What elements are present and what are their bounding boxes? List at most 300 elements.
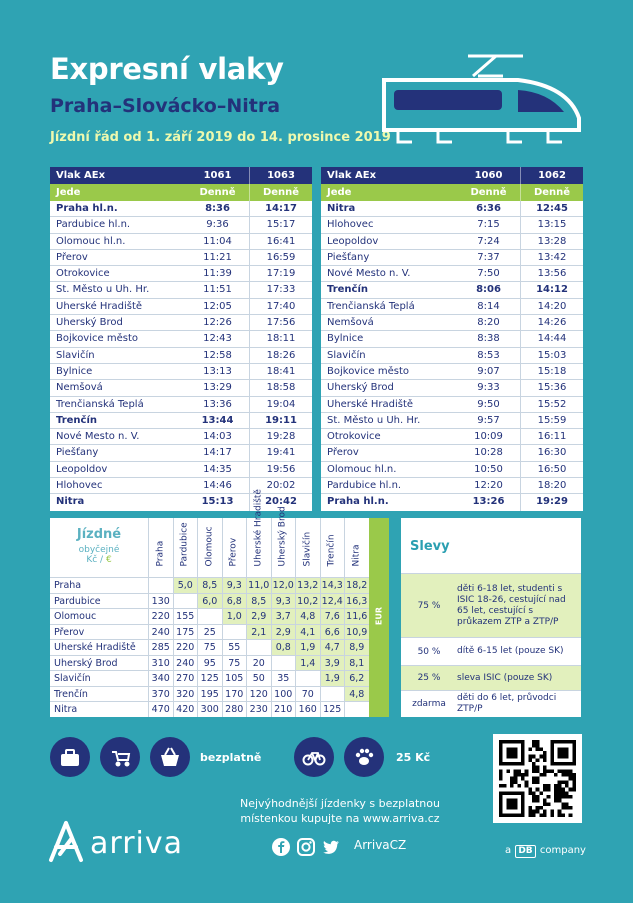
- timetable-row: [50, 494, 312, 510]
- departure-time: 9:57: [477, 414, 500, 426]
- timetable-row: [50, 331, 312, 347]
- train-number: 1061: [203, 170, 232, 181]
- departure-time: 11:51: [203, 284, 232, 296]
- fare-cell-eur: 6,6: [320, 625, 345, 640]
- departure-time: 19:29: [520, 494, 583, 510]
- timetable-row: [321, 331, 583, 347]
- timetable-row: [50, 201, 312, 217]
- station-name: Olomouc hl.n.: [327, 463, 397, 475]
- departure-time: 16:50: [520, 462, 583, 477]
- timetable-row: [321, 348, 583, 364]
- timetable-days: [321, 184, 583, 201]
- fare-cell-eur: 12,0: [271, 578, 296, 593]
- fare-cell-czk: 300: [197, 702, 222, 717]
- fare-cell-czk: 230: [246, 702, 271, 717]
- fare-cell-eur: 3,9: [320, 656, 345, 671]
- timetable-row: [50, 315, 312, 331]
- fare-row: [50, 577, 369, 593]
- fare-cell-czk: 95: [197, 656, 222, 671]
- timetable-row: [50, 380, 312, 396]
- timetable-nitra-praha: [321, 167, 583, 511]
- timetable-row: [321, 250, 583, 266]
- station-name: St. Město u Uh. Hr.: [327, 414, 421, 426]
- departure-time: 14:46: [203, 480, 232, 492]
- fare-column-header: [344, 518, 369, 577]
- fare-cell-czk: 340: [148, 671, 173, 686]
- timetable-row: [321, 429, 583, 445]
- discount-percent: 25 %: [417, 673, 441, 683]
- fare-cell-eur: 1,9: [320, 671, 345, 686]
- timetable-row: [321, 201, 583, 217]
- train-label: Vlak AEx: [327, 170, 377, 181]
- fare-row-station: Slavičín: [54, 673, 91, 684]
- db-company-mark: [505, 845, 586, 858]
- page-title: Expresní vlaky: [50, 52, 284, 86]
- station-name: Otrokovice: [327, 431, 381, 443]
- fare-column-header: [320, 518, 345, 577]
- train-label: Vlak AEx: [56, 170, 106, 181]
- fare-cell-czk: 210: [271, 702, 296, 717]
- timetable-row: [50, 348, 312, 364]
- departure-time: 12:20: [474, 480, 503, 492]
- departure-time: 14:20: [520, 299, 583, 314]
- departure-time: 15:03: [520, 348, 583, 363]
- departure-time: 9:36: [206, 219, 229, 231]
- fare-cell-czk: 220: [148, 609, 173, 624]
- timetable-row: [50, 397, 312, 413]
- fare-column-label: Přerov: [228, 537, 239, 567]
- discount-row: [401, 666, 581, 691]
- social-handle[interactable]: ArrivaCZ: [354, 838, 407, 852]
- station-name: Piešťany: [327, 251, 370, 263]
- departure-time: 13:28: [520, 234, 583, 249]
- route-subtitle: Praha–Slovácko–Nitra: [50, 95, 281, 117]
- station-name: Hlohovec: [56, 480, 103, 492]
- fare-cell-eur: 6,2: [344, 671, 369, 686]
- timetable-row: [50, 445, 312, 461]
- fare-row-station: Uherské Hradiště: [54, 642, 136, 653]
- fare-cell-eur: 4,8: [344, 687, 369, 702]
- stroller-icon: [100, 737, 140, 777]
- departure-time: 17:33: [249, 282, 312, 297]
- fare-cell-eur: 0,8: [271, 640, 296, 655]
- departure-time: 12:26: [203, 317, 232, 329]
- paid-luggage-label: 25 Kč: [396, 751, 431, 764]
- fare-cell-eur: 5,0: [173, 578, 198, 593]
- departure-time: 7:50: [477, 268, 500, 280]
- fare-cell-czk: 75: [197, 640, 222, 655]
- station-name: Bojkovice město: [56, 333, 138, 345]
- discount-description: sleva ISIC (pouze SK): [457, 672, 553, 683]
- timetable-header: [321, 167, 583, 184]
- fare-cell-eur: 1,4: [295, 656, 320, 671]
- timetable-row: [50, 266, 312, 282]
- timetable-days: [50, 184, 312, 201]
- fare-cell-czk: 125: [197, 671, 222, 686]
- departure-time: 14:44: [520, 331, 583, 346]
- fare-column-header: [246, 489, 271, 577]
- fare-cell-czk: 240: [173, 656, 198, 671]
- discount-row: [401, 574, 581, 638]
- departure-time: 13:42: [520, 250, 583, 265]
- fare-cell-eur: 9,3: [271, 594, 296, 609]
- fare-cell-czk: 125: [320, 702, 345, 717]
- fare-heading: [50, 518, 148, 577]
- station-name: Leopoldov: [56, 463, 108, 475]
- departure-time: 14:12: [520, 282, 583, 297]
- tagline: [240, 796, 440, 826]
- station-name: Leopoldov: [327, 235, 379, 247]
- departure-time: 13:29: [203, 382, 232, 394]
- fare-cell-czk: 175: [173, 625, 198, 640]
- fare-column-label: Praha: [155, 540, 166, 567]
- departure-time: 13:15: [520, 217, 583, 232]
- fare-cell-czk: 50: [246, 671, 271, 686]
- fare-column-label: Olomouc: [204, 526, 215, 567]
- fare-row-station: Praha: [54, 580, 82, 591]
- fare-cell-czk: [222, 625, 247, 640]
- discount-description: děti 6-18 let, studenti s ISIC 18-26, cestující nad 65 let, cestující s průkazem ZTP a ZTP/P: [457, 583, 566, 627]
- runs-value: Denně: [520, 184, 583, 201]
- discount-percent: zdarma: [412, 699, 446, 709]
- fare-cell-eur: 1,9: [295, 640, 320, 655]
- eur-band: [369, 518, 389, 717]
- station-name: Bylnice: [56, 365, 93, 377]
- departure-time: 17:56: [249, 315, 312, 330]
- fare-cell-czk: 105: [222, 671, 247, 686]
- fare-row: [50, 593, 369, 609]
- timetable-row: [321, 217, 583, 233]
- departure-time: 13:26: [472, 496, 505, 508]
- station-name: St. Město u Uh. Hr.: [56, 284, 150, 296]
- station-name: Praha hl.n.: [56, 203, 118, 214]
- discount-description: děti do 6 let, průvodci ZTP/P: [457, 693, 557, 714]
- fare-cell-czk: 20: [246, 656, 271, 671]
- station-name: Nové Mesto n. V.: [327, 268, 411, 280]
- timetable-row: [50, 429, 312, 445]
- fare-cell-eur: 6,8: [222, 594, 247, 609]
- departure-time: 19:56: [249, 462, 312, 477]
- station-name: Uherský Brod: [327, 382, 394, 394]
- timetable-row: [50, 462, 312, 478]
- fare-cell-czk: 75: [222, 656, 247, 671]
- fare-cell-eur: 8,5: [246, 594, 271, 609]
- currency-eur: €: [105, 555, 112, 565]
- departure-time: 16:30: [520, 445, 583, 460]
- fare-cell-eur: 8,1: [344, 656, 369, 671]
- timetable-row: [321, 234, 583, 250]
- fare-column-label: Uherský Brod: [277, 506, 288, 567]
- departure-time: 15:52: [520, 397, 583, 412]
- fare-cell-eur: 2,1: [246, 625, 271, 640]
- station-name: Nové Mesto n. V.: [56, 431, 140, 443]
- currency-czk: Kč /: [86, 555, 104, 565]
- timetable-row: [321, 282, 583, 298]
- train-number: 1062: [520, 167, 583, 184]
- departure-time: 20:42: [249, 494, 312, 510]
- fare-column-label: Nitra: [351, 544, 362, 567]
- fare-cell-eur: 9,3: [222, 578, 247, 593]
- fare-cell-czk: 130: [148, 594, 173, 609]
- departure-time: 7:37: [477, 251, 500, 263]
- instagram-icon[interactable]: [296, 837, 316, 857]
- station-name: Uherské Hradiště: [56, 300, 143, 312]
- departure-time: 13:13: [203, 365, 232, 377]
- timetable-row: [50, 299, 312, 315]
- fare-column-header: [222, 518, 247, 577]
- departure-time: 8:20: [477, 317, 500, 329]
- fare-cell-czk: 420: [173, 702, 198, 717]
- station-name: Nitra: [327, 203, 356, 214]
- fare-cell-eur: 16,3: [344, 594, 369, 609]
- fare-cell-eur: 7,6: [320, 609, 345, 624]
- departure-time: 13:44: [201, 414, 234, 426]
- fare-cell-eur: 4,1: [295, 625, 320, 640]
- discounts-title: Slevy: [401, 518, 581, 574]
- eur-label: EUR: [374, 606, 384, 626]
- train-number: 1060: [474, 170, 503, 181]
- timetable-row: [321, 494, 583, 510]
- fare-cell-czk: 195: [197, 687, 222, 702]
- timetable-row: [50, 413, 312, 429]
- fare-cell-czk: 70: [295, 687, 320, 702]
- station-name: Hlohovec: [327, 219, 374, 231]
- bicycle-icon: [294, 737, 334, 777]
- train-icon: [378, 46, 583, 146]
- qr-code[interactable]: [493, 734, 582, 823]
- db-prefix: a: [505, 845, 512, 856]
- station-name: Trenčianská Teplá: [56, 398, 144, 410]
- departure-time: 12:45: [520, 201, 583, 216]
- fare-cell-czk: [295, 671, 320, 686]
- fare-column-header: [173, 518, 198, 577]
- fare-row: [50, 624, 369, 640]
- timetable-row: [321, 364, 583, 380]
- discount-row: [401, 691, 581, 717]
- departure-time: 9:33: [477, 382, 500, 394]
- departure-time: 15:36: [520, 380, 583, 395]
- db-logo-icon: DB: [515, 845, 535, 858]
- fare-cell-eur: 18,2: [344, 578, 369, 593]
- departure-time: 17:40: [249, 299, 312, 314]
- tagline-line: Nejvýhodnější jízdenky s bezplatnou: [240, 797, 440, 810]
- fare-cell-eur: 12,4: [320, 594, 345, 609]
- fare-title: Jízdné: [76, 527, 122, 542]
- fare-column-header: [271, 506, 296, 577]
- departure-time: 19:04: [249, 397, 312, 412]
- free-luggage-label: bezplatně: [200, 751, 262, 764]
- fare-cell-eur: 11,0: [246, 578, 271, 593]
- facebook-icon[interactable]: [271, 837, 291, 857]
- departure-time: 10:09: [474, 431, 503, 443]
- station-name: Pardubice hl.n.: [327, 480, 402, 492]
- fare-cell-czk: 370: [148, 687, 173, 702]
- fare-row-station: Trenčín: [54, 688, 88, 700]
- fare-cell-czk: 470: [148, 702, 173, 717]
- db-suffix: company: [539, 845, 586, 856]
- fare-cell-czk: 310: [148, 656, 173, 671]
- discount-percent: 75 %: [417, 600, 441, 611]
- fare-cell-czk: [271, 656, 296, 671]
- station-name: Slavičín: [56, 349, 95, 361]
- timetable-row: [50, 364, 312, 380]
- station-name: Nemšová: [327, 317, 374, 329]
- fare-cell-czk: 220: [173, 640, 198, 655]
- fare-cell-czk: [197, 609, 222, 624]
- fare-cell-czk: 25: [197, 625, 222, 640]
- departure-time: 8:38: [477, 333, 500, 345]
- departure-time: 14:03: [203, 431, 232, 443]
- fare-column-header: [295, 518, 320, 577]
- timetable-row: [50, 250, 312, 266]
- departure-time: 14:17: [203, 447, 232, 459]
- runs-label: Jede: [56, 187, 81, 198]
- timetable-row: [50, 234, 312, 250]
- station-name: Trenčianská Teplá: [327, 300, 415, 312]
- fare-currency: [50, 555, 148, 565]
- departure-time: 19:11: [249, 413, 312, 428]
- fare-column-header: [197, 518, 222, 577]
- fare-cell-czk: 270: [173, 671, 198, 686]
- departure-time: 19:28: [249, 429, 312, 444]
- fare-column-label: Trenčín: [326, 534, 337, 567]
- fare-row: [50, 639, 369, 655]
- departure-time: 13:36: [203, 398, 232, 410]
- departure-time: 11:39: [203, 268, 232, 280]
- shopping-basket-icon: [150, 737, 190, 777]
- timetable-row: [321, 266, 583, 282]
- departure-time: 15:59: [520, 413, 583, 428]
- fare-cell-czk: [173, 594, 198, 609]
- fare-cell-czk: 35: [271, 671, 296, 686]
- departure-time: 9:07: [477, 365, 500, 377]
- departure-time: 18:26: [249, 348, 312, 363]
- station-name: Uherský Brod: [56, 317, 123, 329]
- fare-cell-czk: 55: [222, 640, 247, 655]
- station-name: Bylnice: [327, 333, 364, 345]
- fare-cell-eur: 2,9: [246, 609, 271, 624]
- fare-cell-eur: 4,7: [320, 640, 345, 655]
- departure-time: 13:56: [520, 266, 583, 281]
- fare-column-label: Slavičín: [302, 531, 313, 567]
- fare-column-label: Uherské Hradiště: [253, 489, 264, 567]
- twitter-icon[interactable]: [321, 837, 341, 857]
- fare-cell-eur: 6,0: [197, 594, 222, 609]
- departure-time: 18:11: [249, 331, 312, 346]
- departure-time: 10:28: [474, 447, 503, 459]
- timetable-row: [321, 462, 583, 478]
- station-name: Praha hl.n.: [327, 496, 389, 508]
- fare-cell-eur: 13,2: [295, 578, 320, 593]
- fare-cell-czk: [246, 640, 271, 655]
- fare-cell-eur: 4,8: [295, 609, 320, 624]
- fare-column-label: Pardubice: [179, 522, 190, 567]
- timetable-praha-nitra: [50, 167, 312, 511]
- fare-cell-eur: 10,9: [344, 625, 369, 640]
- fare-row-station: Přerov: [54, 626, 85, 638]
- timetable-row: [321, 413, 583, 429]
- departure-time: 8:14: [477, 300, 500, 312]
- departure-time: 15:18: [520, 364, 583, 379]
- fare-cell-czk: 120: [246, 687, 271, 702]
- departure-time: 14:35: [203, 463, 232, 475]
- fare-row: [50, 670, 369, 686]
- station-name: Slavičín: [327, 349, 366, 361]
- fare-cell-czk: [344, 702, 369, 717]
- station-name: Přerov: [56, 251, 88, 263]
- departure-time: 11:04: [203, 235, 232, 247]
- timetable-row: [321, 397, 583, 413]
- departure-time: 16:41: [249, 234, 312, 249]
- departure-time: 16:59: [249, 250, 312, 265]
- departure-time: 20:02: [249, 478, 312, 493]
- station-name: Přerov: [327, 447, 359, 459]
- discount-percent: 50 %: [417, 646, 441, 657]
- fare-cell-czk: 160: [295, 702, 320, 717]
- fare-subtitle: obyčejné: [78, 545, 120, 555]
- discount-row: [401, 638, 581, 666]
- fare-cell-czk: [148, 578, 173, 593]
- departure-time: 15:13: [201, 496, 234, 508]
- luggage-icon: [50, 737, 90, 777]
- validity-period: Jízdní řád od 1. září 2019 do 14. prosince 2019: [50, 130, 391, 145]
- fare-cell-czk: 285: [148, 640, 173, 655]
- runs-value: Denně: [199, 187, 236, 198]
- departure-time: 8:53: [477, 349, 500, 361]
- fare-cell-czk: 280: [222, 702, 247, 717]
- timetable-row: [321, 380, 583, 396]
- station-name: Trenčín: [56, 414, 98, 426]
- timetable-row: [321, 315, 583, 331]
- fare-cell-czk: 170: [222, 687, 247, 702]
- station-name: Pardubice hl.n.: [56, 219, 131, 231]
- station-name: Piešťany: [56, 447, 99, 459]
- departure-time: 18:20: [520, 478, 583, 493]
- fare-row: [50, 686, 369, 702]
- station-name: Uherské Hradiště: [327, 398, 414, 410]
- departure-time: 7:15: [477, 219, 500, 231]
- train-number: 1063: [249, 167, 312, 184]
- runs-label: Jede: [327, 187, 352, 198]
- fare-row: [50, 701, 369, 717]
- fare-cell-eur: 10,2: [295, 594, 320, 609]
- timetable-row: [50, 217, 312, 233]
- fare-row-station: Uherský Brod: [54, 657, 118, 669]
- timetable-row: [321, 445, 583, 461]
- departure-time: 11:21: [203, 251, 232, 263]
- timetable-row: [321, 299, 583, 315]
- departure-time: 12:43: [203, 333, 232, 345]
- timetable-header: [50, 167, 312, 184]
- fare-row-station: Nitra: [54, 704, 78, 715]
- departure-time: 12:58: [203, 349, 232, 361]
- arriva-logo: arriva: [90, 826, 183, 861]
- departure-time: 18:41: [249, 364, 312, 379]
- fare-cell-eur: 8,9: [344, 640, 369, 655]
- fare-cell-czk: 320: [173, 687, 198, 702]
- fare-row: [50, 608, 369, 624]
- departure-time: 9:50: [477, 398, 500, 410]
- fare-cell-eur: 11,6: [344, 609, 369, 624]
- departure-time: 14:17: [249, 201, 312, 216]
- departure-time: 18:58: [249, 380, 312, 395]
- fare-cell-eur: 1,0: [222, 609, 247, 624]
- timetable-row: [50, 282, 312, 298]
- fare-cell-czk: 100: [271, 687, 296, 702]
- fare-cell-czk: [320, 687, 345, 702]
- departure-time: 16:11: [520, 429, 583, 444]
- station-name: Trenčín: [327, 284, 369, 296]
